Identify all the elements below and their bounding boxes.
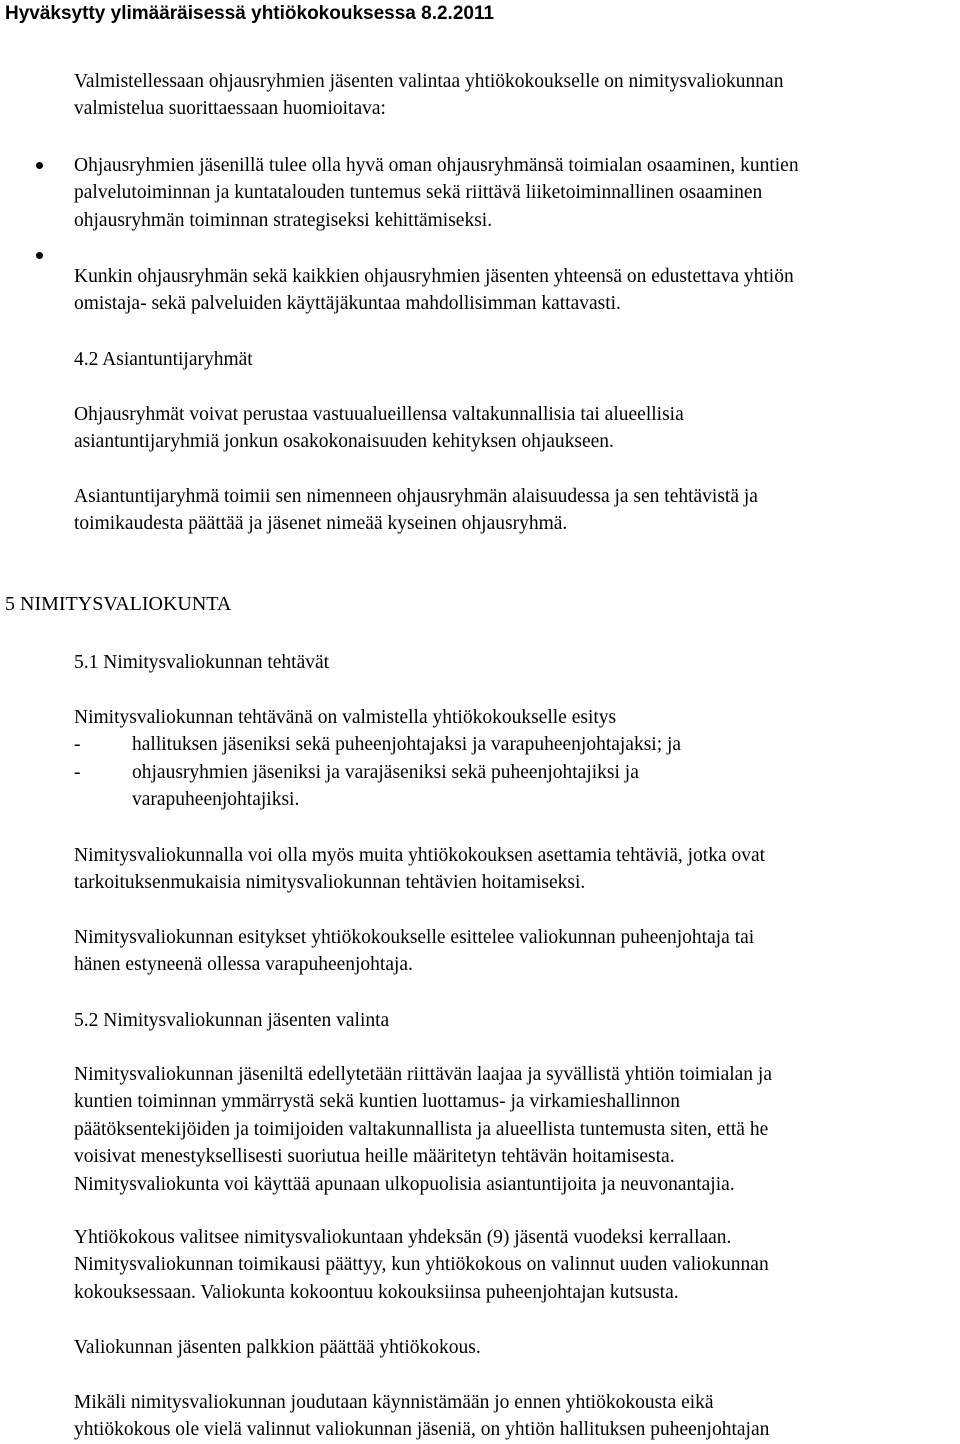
dash-item-line: varapuheenjohtajiksi. — [132, 789, 300, 811]
paragraph-line: Valmistellessaan ohjausryhmien jäsenten valintaa yhtiökokoukselle on nimitysvaliokunnan — [74, 71, 784, 92]
section-4-2-paragraph-1 — [74, 401, 684, 456]
dash-marker: - — [74, 762, 81, 783]
bullet-line: ohjausryhmän toiminnan strategiseksi kehittämiseksi. — [74, 209, 493, 231]
paragraph-line: hänen estyneenä ollessa varapuheenjohtaja. — [74, 954, 413, 976]
document-header: Hyväksytty ylimääräisessä yhtiökokouksessa 8.2.2011 — [5, 3, 495, 24]
paragraph-line: tarkoituksenmukaisia nimitysvaliokunnan tehtävien hoitamiseksi. — [74, 872, 586, 894]
section-heading-4-2: 4.2 Asiantuntijaryhmät — [74, 349, 253, 370]
paragraph-line: Nimitysvaliokunnan esitykset yhtiökokoukselle esittelee valiokunnan puheenjohtaja tai — [74, 927, 755, 948]
paragraph-line: Yhtiökokous valitsee nimitysvaliokuntaan yhdeksän (9) jäsentä vuodeksi kerrallaan. — [74, 1227, 732, 1248]
section-5-2-paragraph-1 — [74, 1061, 772, 1198]
paragraph-line: Mikäli nimitysvaliokunnan joudutaan käynnistämään jo ennen yhtiökokousta eikä — [74, 1392, 714, 1413]
dash-marker: - — [74, 734, 81, 755]
section-5-2-paragraph-3 — [74, 1334, 481, 1361]
paragraph-line: Nimitysvaliokunta voi käyttää apunaan ulkopuolisia asiantuntijoita ja neuvonantajia. — [74, 1173, 735, 1195]
intro-paragraph — [74, 68, 783, 123]
paragraph-line: Nimitysvaliokunnalla voi olla myös muita yhtiökokouksen asettamia tehtäviä, jotka ovat — [74, 845, 766, 866]
bullet-line: palvelutoiminnan ja kuntatalouden tuntemus sekä riittävä liiketoiminnallinen osaaminen — [74, 182, 763, 204]
paragraph-line: Nimitysvaliokunnan toimikausi päättyy, kun yhtiökokous on valinnut uuden valiokunnan — [74, 1254, 769, 1276]
bullet-item — [74, 263, 794, 318]
paragraph-line: yhtiökokous ole vielä valinnut valiokunnan jäseniä, on yhtiön hallituksen puheenjohtajan — [74, 1419, 770, 1441]
dash-item-text-block — [132, 759, 639, 814]
paragraph-line: asiantuntijaryhmiä jonkun osakokonaisuuden kehityksen ohjaukseen. — [74, 431, 614, 453]
bullet-item — [74, 152, 799, 234]
bullet-line: omistaja- sekä palveluiden käyttäjäkuntaa mahdollisimman kattavasti. — [74, 293, 621, 315]
section-5-2-paragraph-4 — [74, 1389, 769, 1444]
section-5-1-paragraph-2 — [74, 924, 754, 979]
paragraph-line: Valiokunnan jäsenten palkkion päättää yhtiökokous. — [74, 1337, 481, 1358]
paragraph-line: päätöksentekijöiden ja toimijoiden valtakunnallista ja alueellista tuntemusta siten, että he — [74, 1118, 769, 1140]
paragraph-line: Asiantuntijaryhmä toimii sen nimenneen ohjausryhmän alaisuudessa ja sen tehtävistä ja — [74, 486, 758, 507]
section-5-1-paragraph-1 — [74, 842, 765, 897]
paragraph-line: toimikaudesta päättää ja jäsenet nimeää kyseinen ohjausryhmä. — [74, 513, 568, 535]
bullet-line: Ohjausryhmien jäsenillä tulee olla hyvä oman ohjausryhmänsä toimialan osaaminen, kuntien — [74, 155, 799, 176]
section-heading-5: 5 NIMITYSVALIOKUNTA — [5, 593, 232, 615]
bullet-icon — [36, 162, 43, 169]
bullet-icon — [36, 252, 43, 259]
paragraph-line: kokouksessaan. Valiokunta kokoontuu kokouksiinsa puheenjohtajan kutsusta. — [74, 1281, 679, 1303]
section-heading-5-2: 5.2 Nimitysvaliokunnan jäsenten valinta — [74, 1010, 390, 1031]
dash-list-item — [74, 731, 944, 759]
paragraph-line: Ohjausryhmät voivat perustaa vastuualueillensa valtakunnallisia tai alueellisia — [74, 404, 684, 425]
paragraph-line: voisivat menestyksellisesti suoriutua heille määritetyn tehtävän hoitamisesta. — [74, 1146, 675, 1168]
section-heading-5-1: 5.1 Nimitysvaliokunnan tehtävät — [74, 652, 330, 673]
bullet-line: Kunkin ohjausryhmän sekä kaikkien ohjausryhmien jäsenten yhteensä on edustettava yhtiön — [74, 266, 794, 287]
paragraph-line: Nimitysvaliokunnan jäseniltä edellytetään riittävän laajaa ja syvällistä yhtiön toimialan ja — [74, 1064, 773, 1085]
dash-item-line: ohjausryhmien jäseniksi ja varajäseniksi sekä puheenjohtajiksi ja — [132, 762, 639, 783]
dash-list-item — [74, 759, 944, 815]
section-4-2-paragraph-2 — [74, 483, 758, 538]
section-5-1-intro: Nimitysvaliokunnan tehtävänä on valmistella yhtiökokoukselle esitys — [74, 707, 617, 728]
paragraph-line: valmistelua suorittaessaan huomioitava: — [74, 98, 386, 120]
dash-item-text: hallituksen jäseniksi sekä puheenjohtajaksi ja varapuheenjohtajaksi; ja — [132, 734, 682, 755]
paragraph-line: kuntien toiminnan ymmärrystä sekä kuntien luottamus- ja virkamieshallinnon — [74, 1091, 681, 1113]
section-5-2-paragraph-2 — [74, 1224, 769, 1306]
